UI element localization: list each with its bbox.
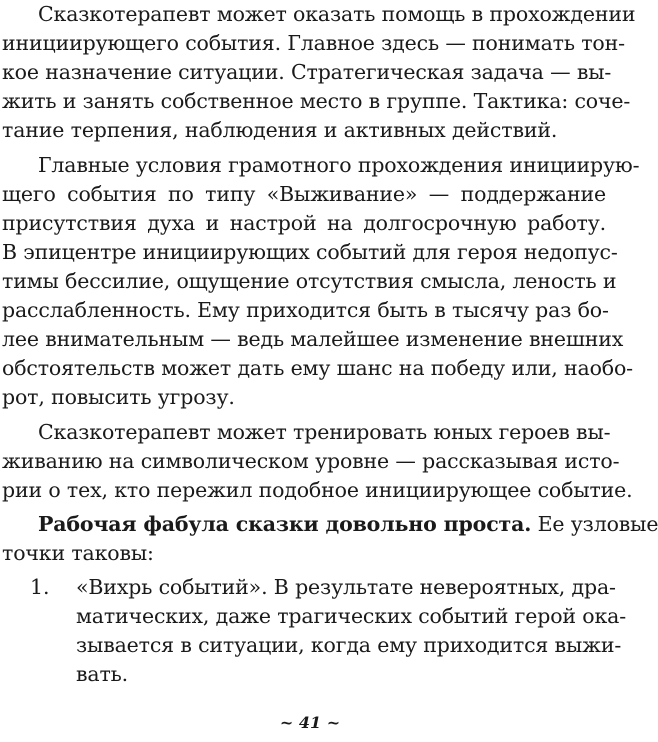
list-item-line-3: зывается в ситуации, когда ему приходится выжи- (76, 633, 622, 657)
bold-lead-sentence: Рабочая фабула сказки довольно проста. (38, 512, 532, 536)
list-number: 1. (30, 575, 50, 599)
paragraph-2-line-9: рот, повысить угрозу. (2, 385, 235, 409)
paragraph-1-line-4: жить и занять собственное место в группе. Тактика: сочe- (2, 89, 631, 113)
paragraph-3-line-3: рии о тех, кто пережил подобное инициирующее событие. (2, 478, 633, 502)
paragraph-1-line-2: инициирующего события. Главное здесь — понимать тон- (2, 31, 625, 55)
paragraph-1-line-1: Сказкотерапевт может оказать помощь в прохождении (38, 2, 636, 26)
page-number: ~ 41 ~ (279, 713, 341, 732)
paragraph-3-line-2: живанию на символическом уровне — рассказывая исто- (2, 449, 620, 473)
paragraph-2-line-7: лее внимательным — ведь малейшее изменение внешних (2, 327, 624, 351)
paragraph-2-line-3: присутствия духа и настрой на долгосрочную работу. (2, 211, 606, 235)
paragraph-4-line-2: точки таковы: (2, 541, 154, 565)
list-item-line-2: матических, даже трагических событий герой ока- (76, 604, 627, 628)
paragraph-2-line-4: В эпицентре инициирующих событий для героя недопус- (2, 240, 618, 264)
paragraph-4-line-1 (38, 510, 658, 538)
paragraph-2-line-6: расслабленность. Ему приходится быть в тысячу раз бо- (2, 298, 609, 322)
paragraph-3-line-1: Сказкотерапевт может тренировать юных героев вы- (38, 420, 611, 444)
paragraph-4-rest: Ее узловые (531, 512, 658, 536)
paragraph-1-line-3: кое назначение ситуации. Стратегическая задача — вы- (2, 60, 612, 84)
paragraph-2-line-8: обстоятельств может дать ему шанс на победу или, наобо- (2, 356, 633, 380)
paragraph-2-line-5: тимы бессилие, ощущение отсутствия смысла, леность и (2, 269, 617, 293)
paragraph-2-line-2: щего события по типу «Выживание» — поддержание (2, 182, 606, 206)
paragraph-2-line-1: Главные условия грамотного прохождения инициирую- (38, 153, 640, 177)
paragraph-1-line-5: тание терпения, наблюдения и активных действий. (2, 118, 558, 142)
list-item-line-4: вать. (76, 662, 129, 686)
list-item-line-1: «Вихрь событий». В результате невероятных, дра- (76, 575, 616, 599)
